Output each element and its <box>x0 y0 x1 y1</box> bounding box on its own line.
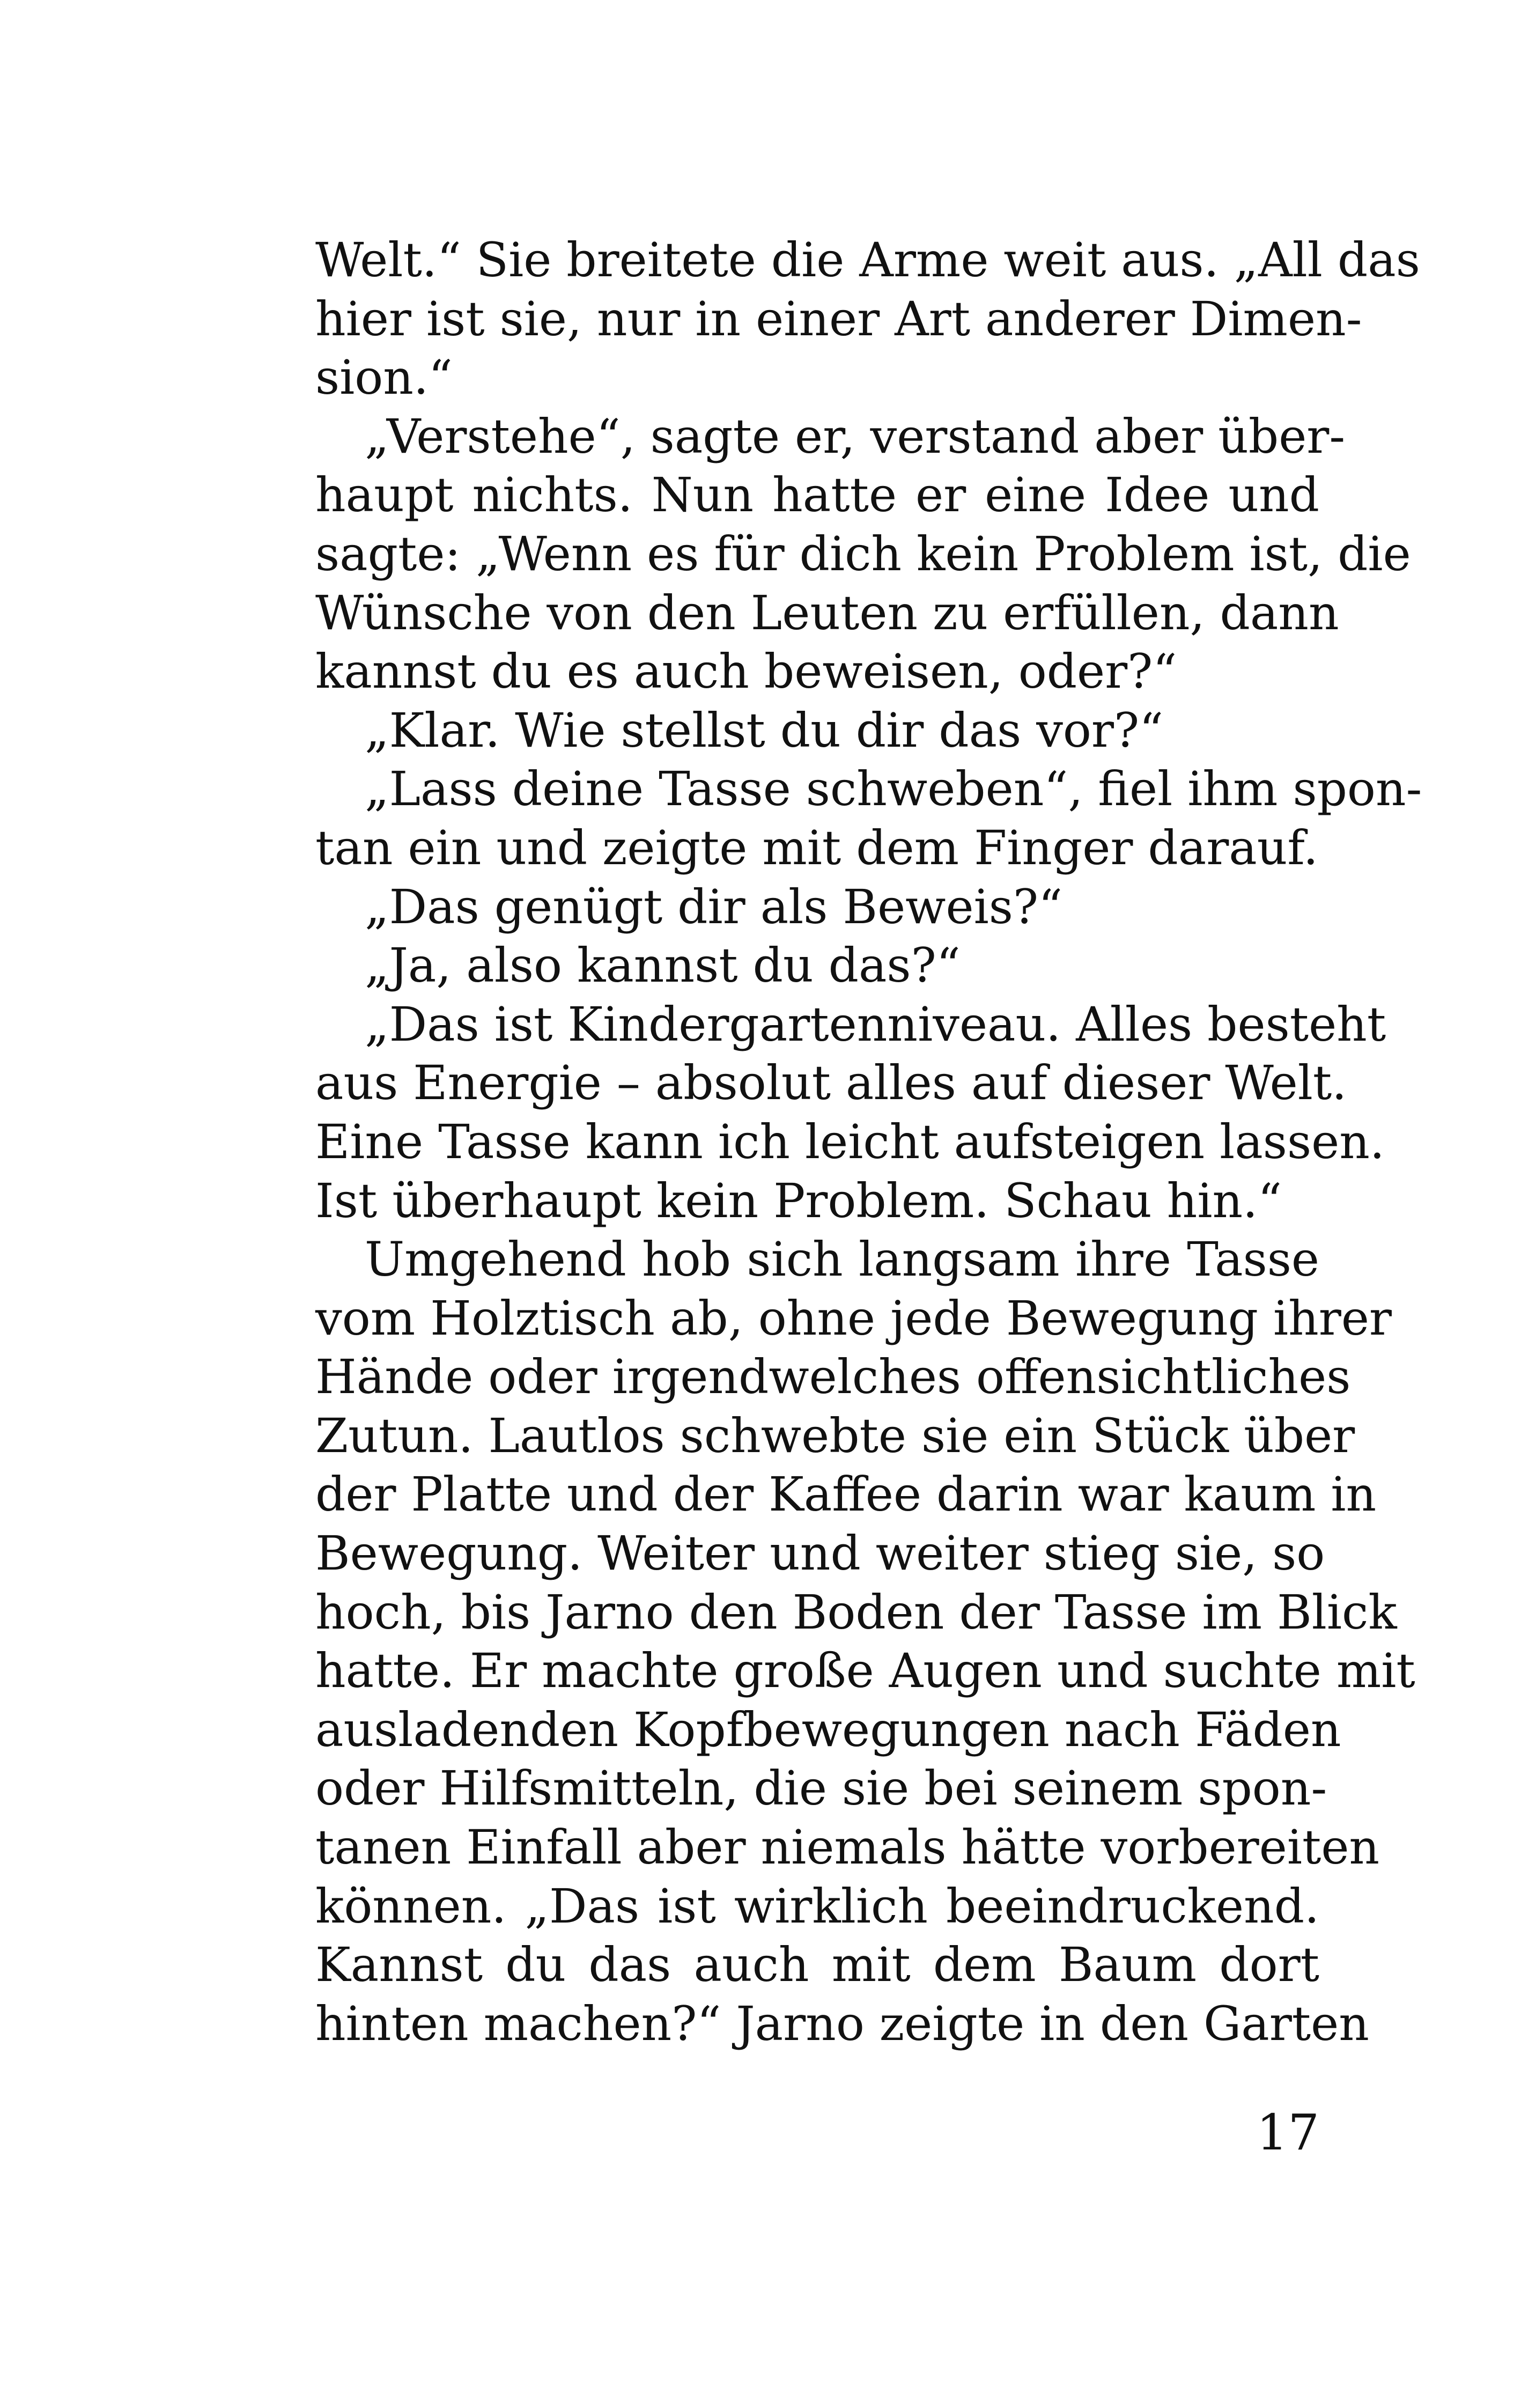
page-number: 17 <box>1256 2104 1319 2161</box>
text-line: Welt.“ Sie breitete die Arme weit aus. „All das <box>315 232 1420 288</box>
text-line: aus Energie – absolut alles auf dieser Welt. <box>315 1055 1347 1111</box>
text-line: sagte: „Wenn es für dich kein Problem ist, die <box>315 526 1411 581</box>
text-line: kannst du es auch beweisen, oder?“ <box>315 644 1177 699</box>
text-line: haupt nichts. Nun hatte er eine Idee und <box>315 467 1319 523</box>
body-text <box>315 231 1422 2053</box>
text-line: Wünsche von den Leuten zu erfüllen, dann <box>315 585 1339 640</box>
text-line: hier ist sie, nur in einer Art anderer Dimen- <box>315 291 1362 347</box>
text-line: hoch, bis Jarno den Boden der Tasse im Blick <box>315 1584 1397 1640</box>
text-line: Bewegung. Weiter und weiter stieg sie, so <box>315 1526 1325 1581</box>
text-line: sion.“ <box>315 350 453 406</box>
text-line: tan ein und zeigte mit dem Finger darauf. <box>315 820 1318 875</box>
text-line: oder Hilfsmitteln, die sie bei seinem spon- <box>315 1761 1327 1816</box>
text-line: hinten machen?“ Jarno zeigte in den Garten <box>315 1995 1369 2051</box>
text-line: „Klar. Wie stellst du dir das vor?“ <box>365 702 1164 758</box>
text-line: Hände oder irgendwelches offensichtliches <box>315 1349 1351 1405</box>
text-line: „Lass deine Tasse schweben“, fiel ihm spon- <box>365 761 1422 817</box>
text-line: „Das ist Kindergartenniveau. Alles besteht <box>365 996 1386 1052</box>
text-line: „Das genügt dir als Beweis?“ <box>365 879 1063 934</box>
text-line: tanen Einfall aber niemals hätte vorbereiten <box>315 1820 1380 1875</box>
text-line: können. „Das ist wirklich beeindruckend. <box>315 1878 1319 1934</box>
text-line: Umgehend hob sich langsam ihre Tasse <box>365 1232 1319 1287</box>
text-line: ausladenden Kopfbewegungen nach Fäden <box>315 1702 1341 1757</box>
text-line: hatte. Er machte große Augen und suchte mit <box>315 1643 1415 1699</box>
text-line: der Platte und der Kaffee darin war kaum in <box>315 1467 1377 1522</box>
text-line: Kannst du das auch mit dem Baum dort <box>315 1937 1319 1993</box>
text-line: „Verstehe“, sagte er, verstand aber über- <box>365 408 1346 464</box>
text-line: Zutun. Lautlos schwebte sie ein Stück über <box>315 1408 1355 1463</box>
text-line: Eine Tasse kann ich leicht aufsteigen lassen. <box>315 1114 1385 1169</box>
text-line: Ist überhaupt kein Problem. Schau hin.“ <box>315 1173 1282 1228</box>
text-line: vom Holztisch ab, ohne jede Bewegung ihrer <box>315 1290 1392 1346</box>
text-line: „Ja, also kannst du das?“ <box>365 938 961 993</box>
